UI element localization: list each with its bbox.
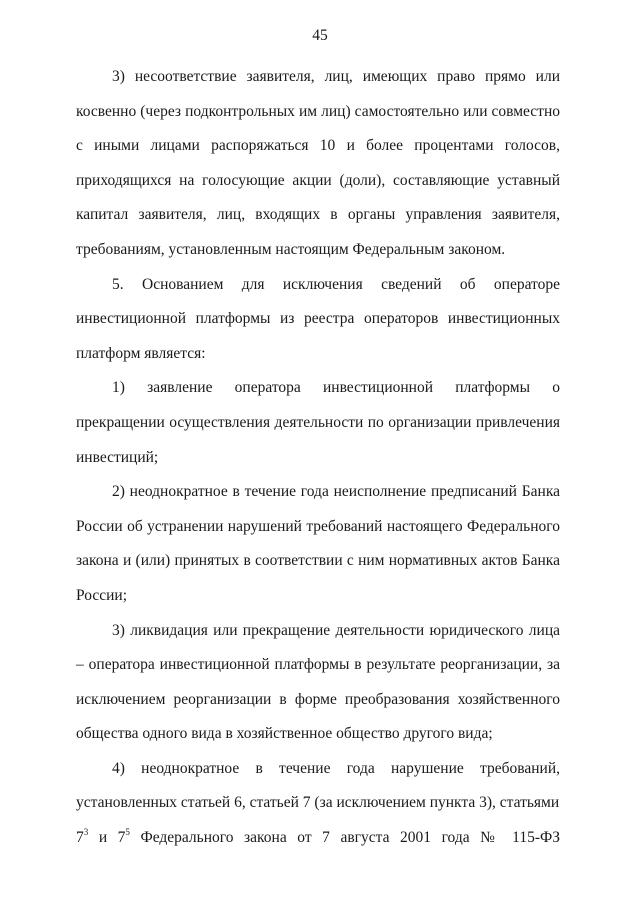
law-reference: Федерального закона от 7 августа 2001 года № 115-ФЗ (140, 829, 561, 847)
page-number: 45 (312, 27, 328, 44)
paragraph-item-3-nonconformity: 3) несоответствие заявителя, лиц, имеющих право прямо или косвенно (через подконтрольных им лиц) самостоятельно или совместно с иными лицами распоряжаться 10 и более процентами голосов, приходящихся на голосующие акции (доли), составляющие уставный капитал заявителя, лиц, входящих в органы управления заявителя, требованиям, установленным настоящим Федеральным законом. (76, 68, 560, 258)
paragraph-item-1-application: 1) заявление оператора инвестиционной платформы о прекращении осуществления деятельности по организации привлечения инвестиций; (76, 379, 560, 466)
paragraph-section-5-exclusion-grounds: 5. Основанием для исключения сведений об операторе инвестиционной платформы из реестра операторов инвестиционных платформ является: (76, 275, 560, 362)
paragraph-item-4-violations: 4) неоднократное в течение года нарушение требований, установленных статьей 6, статьей 7 (за исключением пункта 3), статьями (76, 759, 560, 812)
article-number-1: 7 (76, 829, 84, 847)
article-superscript-1: 3 (83, 827, 89, 838)
paragraph-item-2-orders-nonfulfillment: 2) неоднократное в течение года неисполнение предписаний Банка России об устранении нарушений требований настоящего Федерального закона и (или) принятых в соответствии с ним нормативных актов Банка России; (76, 483, 560, 604)
paragraph-item-3-liquidation: 3) ликвидация или прекращение деятельности юридического лица – оператора инвестиционной платформы в результате реорганизации, за исключением реорганизации в форме преобразования хозяйственного общества одного вида в хозяйственное общество другого вида; (76, 621, 560, 743)
article-superscript-2: 5 (125, 827, 130, 838)
document-body (76, 60, 560, 856)
conjunction: и (98, 829, 108, 847)
paragraph-item-4-continuation (76, 821, 560, 856)
article-number-2: 7 (117, 829, 126, 847)
